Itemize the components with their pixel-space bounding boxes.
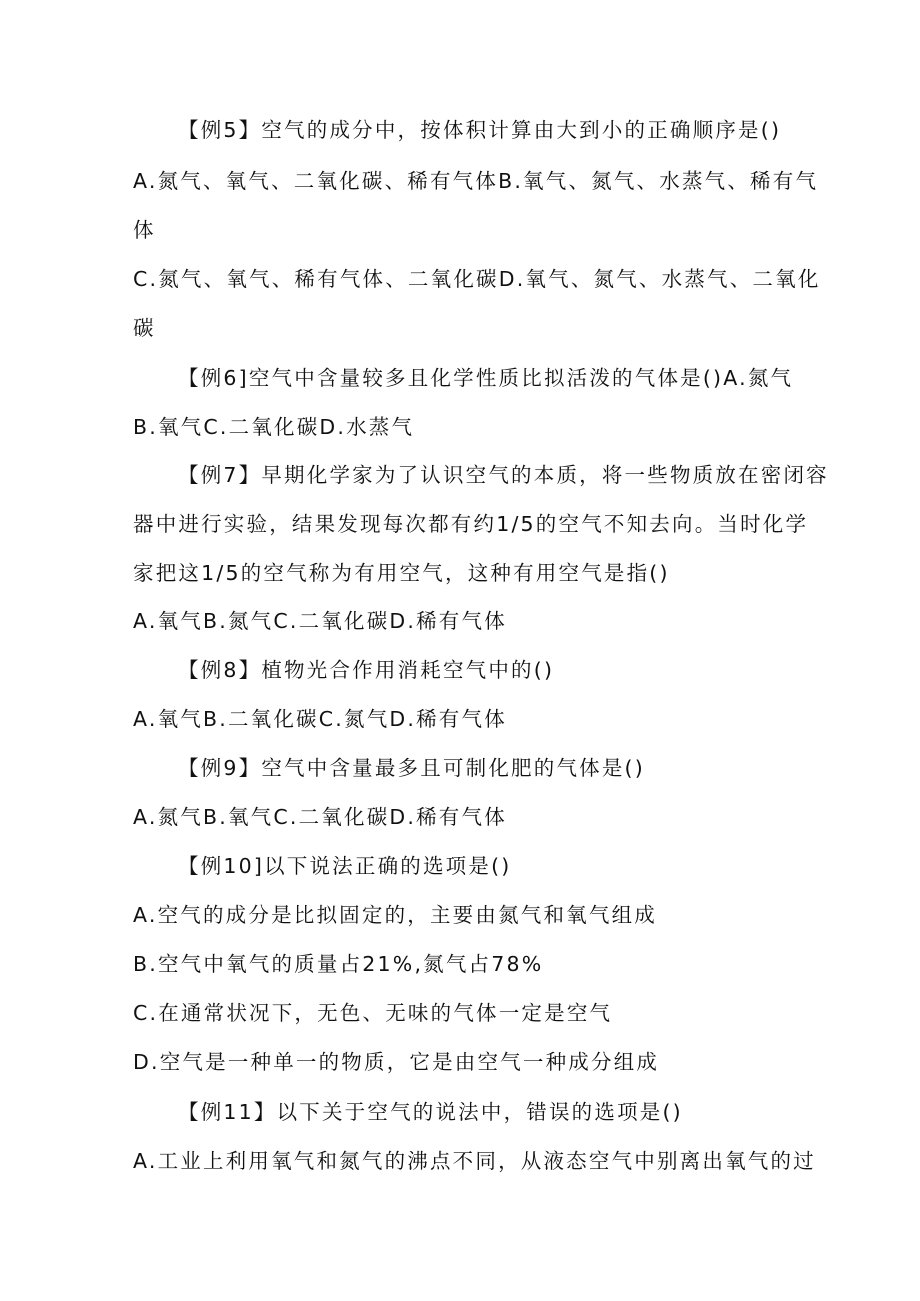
- example-10-option-c: C.在通常状况下，无色、无味的气体一定是空气: [133, 1001, 613, 1025]
- example-7-question-line-2: 器中进行实验，结果发现每次都有约1/5的空气不知去向。当时化学: [133, 512, 809, 536]
- example-10-question: 【例10]以下说法正确的选项是(): [178, 854, 512, 878]
- example-5-options-ab-wrap: 体: [133, 218, 156, 242]
- example-9-question: 【例9】空气中含量最多且可制化肥的气体是(): [178, 756, 645, 780]
- example-10-option-b: B.空气中氧气的质量占21%,氮气占78%: [133, 952, 544, 976]
- example-10-option-d: D.空气是一种单一的物质，它是由空气一种成分组成: [133, 1050, 660, 1074]
- example-5-options-cd: C.氮气、氧气、稀有气体、二氧化碳D.氧气、氮气、水蒸气、二氧化: [133, 267, 821, 291]
- example-11-question: 【例11】以下关于空气的说法中，错误的选项是(): [178, 1100, 683, 1124]
- example-5-question: 【例5】空气的成分中，按体积计算由大到小的正确顺序是(): [178, 118, 782, 142]
- example-10-option-a: A.空气的成分是比拟固定的，主要由氮气和氧气组成: [133, 903, 657, 927]
- example-6-question: 【例6]空气中含量较多且化学性质比拟活泼的气体是()A.氮气: [178, 366, 794, 390]
- example-9-options: A.氮气B.氧气C.二氧化碳D.稀有气体: [133, 805, 507, 829]
- example-5-options-cd-wrap: 碳: [133, 316, 156, 340]
- example-8-question: 【例8】植物光合作用消耗空气中的(): [178, 658, 555, 682]
- example-7-question: 【例7】早期化学家为了认识空气的本质，将一些物质放在密闭容: [178, 463, 829, 487]
- example-8-options: A.氧气B.二氧化碳C.氮气D.稀有气体: [133, 707, 507, 731]
- example-6-options: B.氧气C.二氧化碳D.水蒸气: [133, 415, 415, 439]
- example-7-question-line-3: 家把这1/5的空气称为有用空气，这种有用空气是指(): [133, 561, 670, 585]
- example-11-option-a: A.工业上利用氧气和氮气的沸点不同，从液态空气中别离出氧气的过: [133, 1149, 816, 1173]
- example-5-options-ab: A.氮气、氧气、二氧化碳、稀有气体B.氧气、氮气、水蒸气、稀有气: [133, 169, 819, 193]
- example-7-options: A.氧气B.氮气C.二氧化碳D.稀有气体: [133, 609, 507, 633]
